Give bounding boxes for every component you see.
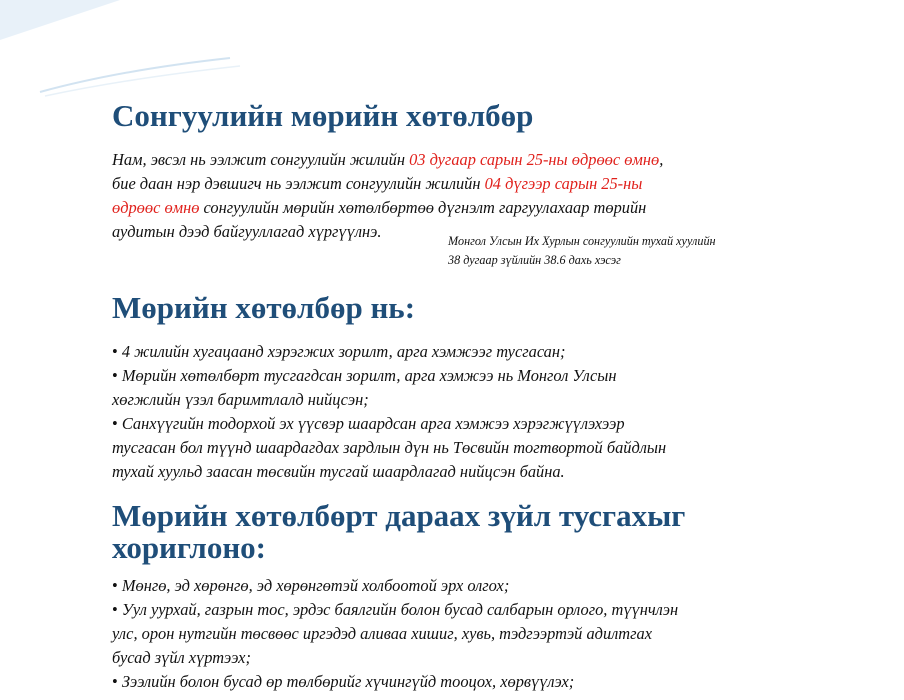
bullet-icon: •: [112, 342, 118, 361]
bullet-icon: •: [112, 576, 118, 595]
citation-line: 38 дугаар зүйлийн 38.6 дахь хэсэг: [448, 253, 621, 267]
law-citation: [448, 232, 848, 270]
title-line: Мөрийн хөтөлбөрт дараах зүйл тусгахыг: [112, 498, 686, 533]
list-item: [112, 670, 832, 694]
bullet-icon: •: [112, 672, 118, 691]
paragraph-text: аудитын дээд байгууллагад хүргүүлнэ.: [112, 222, 382, 241]
corner-wave-decoration: [0, 0, 260, 110]
list-item-text: Мөрийн хөтөлбөрт тусгагдсан зорилт, арга хэмжээ нь Монгол Улсын: [121, 366, 617, 385]
paragraph-text: Нам, эвсэл нь ээлжит сонгуулийн жилийн: [112, 150, 410, 169]
list-item: [112, 340, 832, 364]
bullet-icon: •: [112, 414, 118, 433]
bullet-icon: •: [112, 600, 118, 619]
list-item: [112, 574, 832, 598]
title-line: хориглоно:: [112, 530, 267, 565]
list-item-text: Уул уурхай, газрын тос, эрдэс баялгийн болон бусад салбарын орлого, түүнчлэн: [121, 600, 679, 619]
bullet-icon: •: [112, 366, 118, 385]
paragraph-text: ,: [659, 150, 664, 169]
list-item-text: тусгасан бол түүнд шаардагдах зардлын дүн нь Төсвийн тогтвортой байдлын: [112, 438, 667, 457]
list-item-text: бусад зүйл хүртээх;: [112, 648, 251, 667]
requirements-list: [112, 340, 832, 484]
citation-line: Монгол Улсын Их Хурлын сонгуулийн тухай хуулийн: [448, 234, 716, 248]
list-item: [112, 412, 832, 484]
list-item-text: улс, орон нутгийн төсвөөс иргэдэд аливаа хишиг, хувь, тэдгээртэй адилтгах: [112, 624, 653, 643]
list-item-text: Зээлийн болон бусад өр төлбөрийг хүчингүйд тооцох, хөрвүүлэх;: [121, 672, 575, 691]
list-item-text: Санхүүгийн тодорхой эх үүсвэр шаардсан арга хэмжээ хэрэгжүүлэхээр: [121, 414, 625, 433]
list-item-text: Мөнгө, эд хөрөнгө, эд хөрөнгөтэй холбоотой эрх олгох;: [121, 576, 510, 595]
paragraph-text: сонгуулийн мөрийн хөтөлбөртөө дүгнэлт гаргуулахаар төрийн: [199, 198, 647, 217]
list-item-text: тухай хуульд заасан төсвийн тусгай шаардлагад нийцсэн байна.: [112, 462, 565, 481]
section-title-platform-requirements: Мөрийн хөтөлбөр нь:: [112, 290, 416, 325]
list-item-text: 4 жилийн хугацаанд хэрэгжих зорилт, арга хэмжээг тусгасан;: [121, 342, 566, 361]
paragraph-text: бие даан нэр дэвшигч нь ээлжит сонгуулийн жилийн: [112, 174, 485, 193]
submission-deadline-paragraph: [112, 148, 812, 244]
prohibitions-list: [112, 574, 832, 694]
list-item-text: хөгжлийн үзэл баримтлалд нийцсэн;: [112, 390, 369, 409]
section-title-election-platform: Сонгуулийн мөрийн хөтөлбөр: [112, 98, 534, 133]
list-item: [112, 364, 832, 412]
section-title-prohibited-content: [112, 500, 685, 564]
candidate-deadline-highlight: өдрөөс өмнө: [112, 198, 200, 217]
list-item: [112, 598, 832, 670]
candidate-deadline-highlight: 04 дүгээр сарын 25-ны: [484, 174, 643, 193]
party-deadline-highlight: 03 дугаар сарын 25-ны өдрөөс өмнө: [409, 150, 660, 169]
